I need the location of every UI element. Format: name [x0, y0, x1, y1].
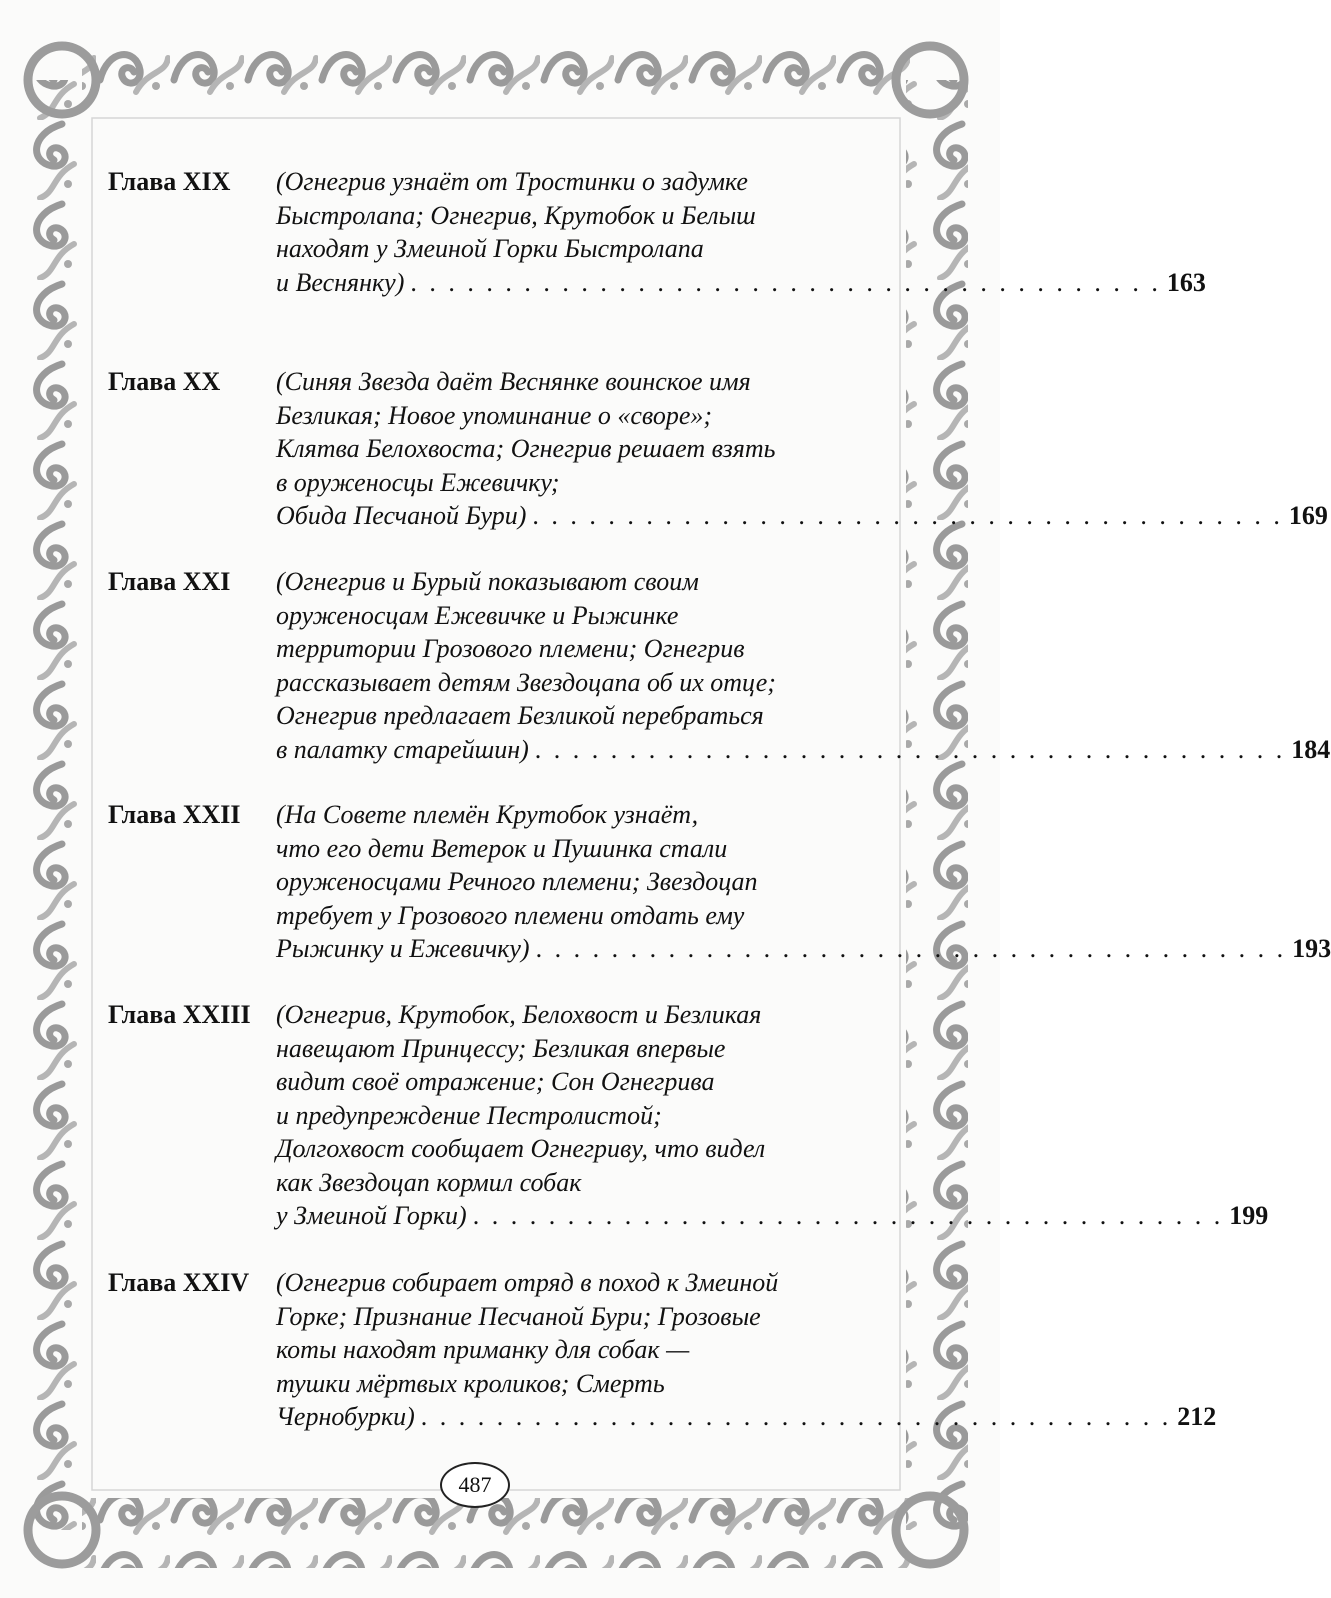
page-reference: 163	[1166, 267, 1206, 297]
summary-line: (Огнегрив и Бурый показывают своим	[276, 567, 699, 596]
summary-line: тушки мёртвых кроликов; Смерть	[276, 1368, 665, 1398]
summary-line: коты находят приманку для собак —	[276, 1335, 690, 1364]
summary-line: как Звездоцап кормил собак	[276, 1167, 582, 1197]
summary-line: Быстролапа; Огнегрив, Крутобок и Белыш	[276, 200, 756, 230]
chapter-summary	[276, 798, 1331, 966]
page-reference: 184	[1291, 734, 1331, 764]
summary-line: находят у Змеиной Горки Быстролапа	[276, 234, 704, 263]
summary-line: Рыжинку и Ежевичку)	[276, 934, 530, 963]
chapter-summary	[276, 365, 1328, 533]
page-reference: 212	[1177, 1402, 1217, 1431]
summary-line: оруженосцам Ежевичке и Рыжинке	[276, 600, 679, 630]
page-number: 487	[440, 1462, 510, 1508]
chapter-label: Глава XXIII	[108, 1000, 251, 1029]
summary-line: у Змеиной Горки)	[276, 1201, 467, 1230]
summary-line: что его дети Ветерок и Пушинка стали	[276, 833, 728, 863]
summary-line: Горке; Признание Песчаной Бури; Грозовые	[276, 1301, 761, 1331]
summary-line: Безликая; Новое упоминание о «своре»;	[276, 400, 713, 430]
summary-last-line	[276, 1400, 1217, 1434]
chapter-label: Глава XXIV	[108, 1268, 250, 1297]
leader-dots: . . . . . . . . . . . . . . . . . . . . . . . . . . . . . . . . . . . . . . . .	[472, 1201, 1224, 1230]
summary-last-line	[276, 1199, 1269, 1233]
summary-line: оруженосцами Речного племени; Звездоцап	[276, 867, 758, 896]
summary-line: территории Грозового племени; Огнегрив	[276, 634, 745, 663]
summary-line: навещают Принцессу; Безликая впервые	[276, 1033, 726, 1063]
chapter-label: Глава XIX	[108, 167, 231, 196]
summary-last-line	[276, 266, 1206, 300]
summary-line: Клятва Белохвоста; Огнегрив решает взять	[276, 434, 776, 463]
summary-line: и предупреждение Пестролистой;	[276, 1100, 662, 1130]
leader-dots: . . . . . . . . . . . . . . . . . . . . . . . . . . . . . . . . . . . . . . . .	[535, 934, 1287, 963]
chapter-label: Глава XXI	[108, 567, 231, 596]
chapter-label: Глава XX	[108, 367, 221, 396]
toc-entry	[100, 798, 1331, 998]
page-reference: 193	[1292, 934, 1331, 963]
table-of-contents	[100, 165, 1331, 1466]
toc-entry	[100, 565, 1331, 798]
summary-line: (Огнегрив узнаёт от Тростинки о задумке	[276, 167, 748, 196]
summary-line: (Синяя Звезда даёт Веснянке воинское имя	[276, 367, 751, 396]
toc-entry	[100, 1266, 1217, 1466]
summary-line: Долгохвост сообщает Огнегриву, что видел	[276, 1134, 766, 1163]
leader-dots: . . . . . . . . . . . . . . . . . . . . . . . . . . . . . . . . . . . . . . . .	[534, 734, 1286, 764]
summary-line: рассказывает детям Звездоцапа об их отце;	[276, 667, 776, 697]
summary-line: требует у Грозового племени отдать ему	[276, 900, 745, 930]
page-reference: 199	[1229, 1201, 1269, 1230]
chapter-summary	[276, 165, 1206, 299]
summary-line: (Огнегрив собирает отряд в поход к Змеиной	[276, 1268, 779, 1297]
summary-line: Чернобурки)	[276, 1402, 415, 1431]
summary-line: видит своё отражение; Сон Огнегрива	[276, 1067, 715, 1096]
chapter-label: Глава XXII	[108, 800, 241, 829]
summary-line: Обида Песчаной Бури)	[276, 501, 527, 530]
summary-line: в палатку старейшин)	[276, 734, 529, 764]
summary-line: (Огнегрив, Крутобок, Белохвост и Безликая	[276, 1000, 762, 1029]
summary-line: и Веснянку)	[276, 267, 405, 297]
leader-dots: . . . . . . . . . . . . . . . . . . . . . . . . . . . . . . . . . . . . . . . .	[532, 501, 1283, 530]
leader-dots: . . . . . . . . . . . . . . . . . . . . . . . . . . . . . . . . . . . . . . . .	[420, 1402, 1172, 1431]
toc-entry	[100, 165, 1206, 365]
summary-line: (На Совете племён Крутобок узнаёт,	[276, 800, 699, 829]
chapter-summary	[276, 998, 1269, 1233]
leader-dots: . . . . . . . . . . . . . . . . . . . . . . . . . . . . . . . . . . . . . . . .	[410, 267, 1161, 297]
summary-last-line	[276, 499, 1328, 533]
summary-last-line	[276, 733, 1331, 767]
toc-entry	[100, 365, 1328, 565]
summary-last-line	[276, 932, 1331, 966]
chapter-summary	[276, 565, 1331, 766]
page-reference: 169	[1288, 501, 1328, 530]
chapter-summary	[276, 1266, 1217, 1434]
summary-line: Огнегрив предлагает Безликой перебраться	[276, 701, 764, 730]
toc-entry	[100, 998, 1269, 1266]
summary-line: в оруженосцы Ежевичку;	[276, 467, 560, 497]
